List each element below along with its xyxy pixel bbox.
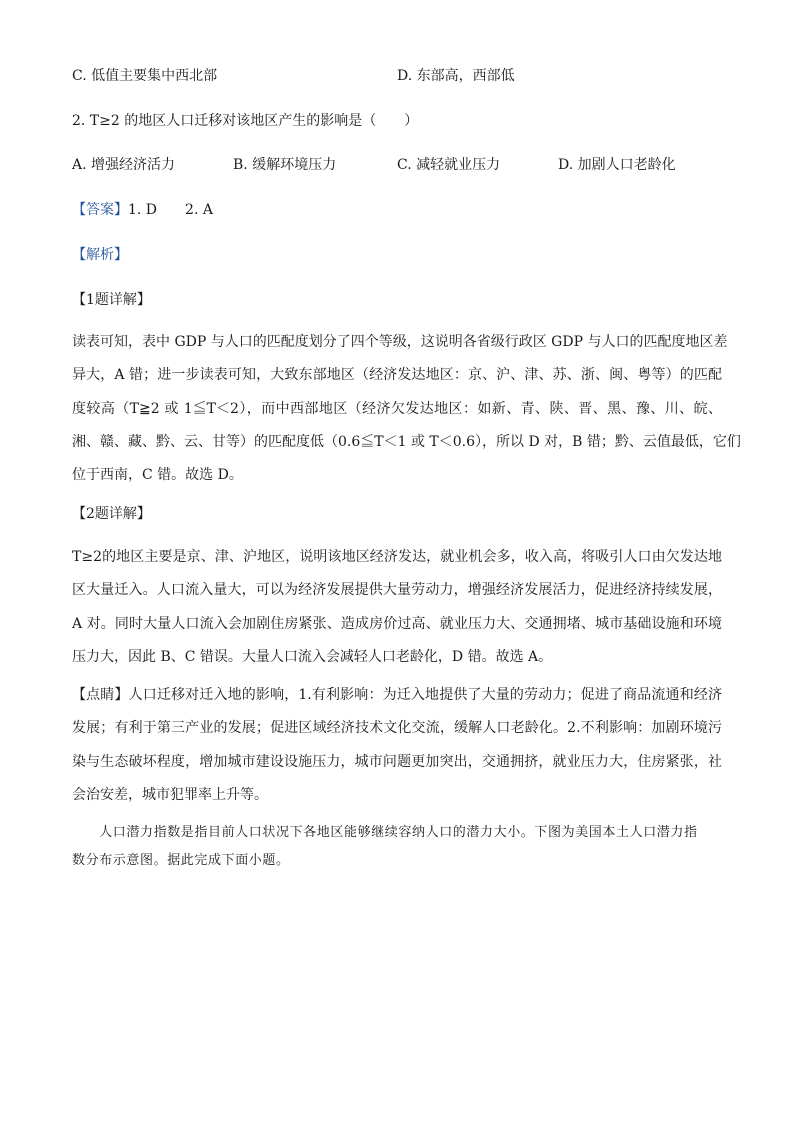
q2-option-c: C. 减轻就业压力 xyxy=(397,157,501,173)
option-d: D. 东部高，西部低 xyxy=(397,68,515,84)
question-2-stem: 2. T≥2 的地区人口迁移对该地区产生的影响是（ ） xyxy=(72,113,419,129)
next-intro-line: 人口潜力指数是指目前人口状况下各地区能够继续容纳人口的潜力大小。下图为美国本土人口潜力指 xyxy=(72,825,698,840)
analysis-tag: 【解析】 xyxy=(72,247,128,263)
detail-2-tag: 【2题详解】 xyxy=(72,506,151,522)
detail-2-line: 压力大，因此 B、C 错误。大量人口流入会减轻人口老龄化，D 错。故选 A。 xyxy=(72,648,553,665)
detail-2-line: T≥2的地区主要是京、津、沪地区，说明该地区经济发达，就业机会多，收入高，将吸引人口由欠发达地 xyxy=(72,549,722,565)
detail-1-line: 位于西南，C 错。故选 D。 xyxy=(72,467,243,484)
detail-1-body xyxy=(72,326,741,492)
tip-body xyxy=(72,679,722,812)
answer-line xyxy=(72,200,213,220)
tip-tag: 【点睛】 xyxy=(72,687,129,703)
detail-2-body xyxy=(72,541,722,674)
detail-1-line: 度较高（T≧2 或 1≦T＜2），而中西部地区（经济欠发达地区：如新、青、陕、晋、黑、豫、川、皖、 xyxy=(72,400,722,417)
q2-option-b: B. 缓解环境压力 xyxy=(233,157,337,173)
tip-line: 发展；有利于第三产业的发展；促进区域经济技术文化交流，缓解人口老龄化。2.不利影响：加剧环境污 xyxy=(72,720,722,737)
tip-line: 【点睛】人口迁移对迁入地的影响，1.有利影响：为迁入地提供了大量的劳动力；促进了商品流通和经济 xyxy=(72,687,722,703)
detail-1-tag: 【1题详解】 xyxy=(72,292,151,308)
answer-value: 1. D 2. A xyxy=(128,202,213,218)
detail-1-line: 读表可知，表中 GDP 与人口的匹配度划分了四个等级，这说明各省级行政区 GDP 与人口的匹配度地区差 xyxy=(72,334,728,350)
q2-option-d: D. 加剧人口老龄化 xyxy=(558,157,676,173)
answer-tag: 【答案】 xyxy=(72,202,128,218)
tip-line: 会治安差，城市犯罪率上升等。 xyxy=(72,786,268,803)
next-intro-line: 数分布示意图。据此完成下面小题。 xyxy=(72,853,290,868)
detail-2-line: 区大量迁入。人口流入量大，可以为经济发展提供大量劳动力，增强经济发展活力，促进经济持续发展， xyxy=(72,582,722,599)
detail-1-line: 异大，A 错；进一步读表可知，大致东部地区（经济发达地区：京、沪、津、苏、浙、闽、粤等）的匹配 xyxy=(72,367,722,384)
detail-2-line: A 对。同时大量人口流入会加剧住房紧张、造成房价过高、就业压力大、交通拥堵、城市基础设施和环境 xyxy=(72,615,722,632)
q2-option-a: A. 增强经济活力 xyxy=(72,157,176,173)
option-c: C. 低值主要集中西北部 xyxy=(72,68,218,84)
detail-1-line: 湘、赣、藏、黔、云、甘等）的匹配度低（0.6≦T＜1 或 T＜0.6），所以 D 对，B 错；黔、云值最低，它们 xyxy=(72,433,741,450)
tip-line: 染与生态破坏程度，增加城市建设设施压力，城市问题更加突出，交通拥挤，就业压力大，住房紧张，社 xyxy=(72,753,722,770)
next-intro xyxy=(72,819,722,875)
